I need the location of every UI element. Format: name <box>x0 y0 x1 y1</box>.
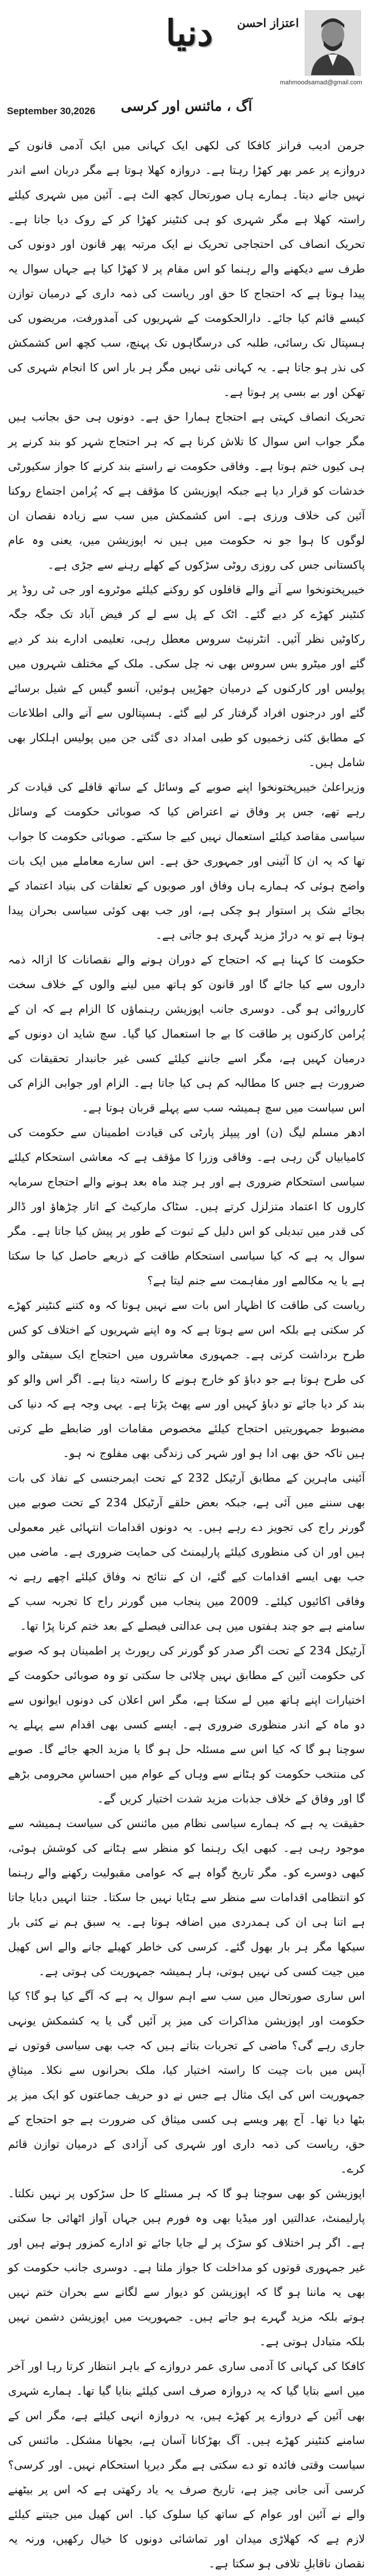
article-paragraph: حکومت کا کہنا ہے کہ احتجاج کے دوران ہونے والے نقصانات کا ازالہ ذمہ داروں سے کیا جائے گا اور قانون کو ہاتھ میں لینے والوں کے خلاف سخت کارروائی ہو گی۔ دوسری جانب اپوزیشن رہنماؤں کا الزام ہے کہ ان کے پُرامن کارکنوں پر طاقت کا بے جا استعمال کیا گیا۔ سچ شاید ان دونوں کے درمیان کہیں ہے، مگر اسے جاننے کیلئے کسی غیر جانبدار تحقیقات کی ضرورت ہے جس کا مطالبہ کم ہی کیا جاتا ہے۔ الزام اور جوابی الزام کی اس سیاست میں سچ ہمیشہ سب سے پہلے قربان ہوتا ہے۔ <box>8 953 365 1114</box>
author-email: mahmoodsamad@gmail.com <box>279 79 362 86</box>
article-paragraph: تحریک انصاف کہتی ہے احتجاج ہمارا حق ہے۔ دونوں ہی حق بجانب ہیں مگر جواب اس سوال کا تلاش کرنا ہے کہ ہر احتجاج شہر کو بند کرنے پر ہی کیوں ختم ہوتا ہے۔ وفاقی حکومت نے راستے بند کرنے کا جواز سکیورٹی خدشات کو قرار دیا ہے جبکہ اپوزیشن کا مؤقف ہے کہ پُرامن اجتماع روکنا آئین کی خلاف ورزی ہے۔ اس کشمکش میں سب سے زیادہ نقصان ان لوگوں کا ہوا جو نہ حکومت میں ہیں نہ اپوزیشن میں، یعنی وہ عام پاکستانی جس کی روزی روٹی سڑکوں کے کھلے رہنے سے جڑی ہے۔ <box>8 410 365 572</box>
article-paragraph: آرٹیکل 234 کے تحت اگر صدر کو گورنر کی رپورٹ پر اطمینان ہو کہ صوبے کی حکومت آئین کے مطابق نہیں چلائی جا سکتی تو وہ صوبائی حکومت کے اختیارات اپنے ہاتھ میں لے سکتا ہے، مگر اس اعلان کی دونوں ایوانوں سے دو ماہ کے اندر منظوری ضروری ہے۔ ایسے کسی بھی اقدام سے پہلے یہ سوچنا ہو گا کہ کیا اس سے مسئلہ حل ہو گا یا مزید الجھ جائے گا۔ صوبے کی منتخب حکومت کو ہٹانے سے وہاں کے عوام میں احساسِ محرومی بڑھے گا اور وفاق کے خلاف جذبات مزید شدت اختیار کریں گے۔ <box>8 1644 365 1805</box>
author-block <box>227 10 364 96</box>
author-photo <box>305 10 361 76</box>
article-body <box>8 133 366 2570</box>
article-paragraph: ریاست کی طاقت کا اظہار اس بات سے نہیں ہوتا کہ وہ کتنے کنٹینر کھڑے کر سکتی ہے بلکہ اس سے ہوتا ہے کہ وہ اپنے شہریوں کے اختلاف کو کس طرح برداشت کرتی ہے۔ جمہوری معاشروں میں احتجاج ایک سیفٹی والو کی طرح ہوتا ہے جو دباؤ کو خارج ہونے کا راستہ دیتا ہے۔ اگر اس والو کو بند کر دیا جائے تو دباؤ کہیں اور سے پھٹ پڑتا ہے۔ یہی وجہ ہے کہ دنیا کی مضبوط جمہوریتیں احتجاج کیلئے مخصوص مقامات اور ضابطے طے کرتی ہیں تاکہ حق بھی ادا ہو اور شہر کی زندگی بھی مفلوج نہ ہو۔ <box>8 1299 365 1460</box>
newspaper-logo <box>146 5 232 62</box>
author-name: اعتزاز احسن <box>237 16 299 30</box>
article-paragraph: ادھر مسلم لیگ (ن) اور پیپلز پارٹی کی قیادت اطمینان سے حکومت کی کامیابیاں گن رہی ہے۔ وفاقی وزرا کا مؤقف ہے کہ معاشی استحکام کیلئے سیاسی استحکام ضروری ہے اور ہر چند ماہ بعد ہونے والے احتجاج سرمایہ کاروں کا اعتماد متزلزل کرتے ہیں۔ سٹاک مارکیٹ کے اتار چڑھاؤ اور ڈالر کی قدر میں تبدیلی کو اس دلیل کے ثبوت کے طور پر پیش کیا جاتا ہے۔ مگر سوال یہ ہے کہ کیا سیاسی استحکام طاقت کے ذریعے حاصل کیا جا سکتا ہے یا یہ مکالمے اور مفاہمت سے جنم لیتا ہے؟ <box>8 1126 365 1287</box>
column-header <box>0 0 373 138</box>
article-paragraph: حقیقت یہ ہے کہ ہمارے سیاسی نظام میں مائنس کی سیاست ہمیشہ سے موجود رہی ہے۔ کبھی ایک رہنما کو منظر سے ہٹانے کی کوشش ہوئی، کبھی دوسرے کو۔ مگر تاریخ گواہ ہے کہ عوامی مقبولیت رکھنے والے رہنما کو انتظامی اقدامات سے منظر سے ہٹایا نہیں جا سکتا۔ جتنا انہیں دبایا جاتا ہے اتنا ہی ان کی ہمدردی میں اضافہ ہوتا ہے۔ یہ سبق ہم نے کئی بار سیکھا مگر ہر بار بھول گئے۔ کرسی کی خاطر کھیلے جانے والے اس کھیل میں جیت کسی کی نہیں ہوتی، ہار ہمیشہ جمہوریت کی ہوتی ہے۔ <box>8 1817 365 1978</box>
article-paragraph: وزیراعلیٰ خیبرپختونخوا اپنے صوبے کے وسائل کے ساتھ قافلے کی قیادت کر رہے تھے، جس پر وفاق نے اعتراض کیا کہ صوبائی حکومت کے وسائل سیاسی مقاصد کیلئے استعمال نہیں کیے جا سکتے۔ صوبائی حکومت کا جواب تھا کہ یہ ان کا آئینی اور جمہوری حق ہے۔ اس سارے معاملے میں ایک بات واضح ہوئی کہ ہمارے ہاں وفاق اور صوبوں کے تعلقات کی بنیاد اعتماد کے بجائے شک پر استوار ہو چکی ہے، اور جب بھی کوئی سیاسی بحران پیدا ہوتا ہے تو یہ دراڑ مزید گہری ہو جاتی ہے۔ <box>8 780 365 942</box>
article-paragraph: اس ساری صورتحال میں سب سے اہم سوال یہ ہے کہ آگے کیا ہو گا؟ کیا حکومت اور اپوزیشن مذاکرات کی میز پر آئیں گی یا یہ کشمکش یونہی جاری رہے گی؟ ماضی کے تجربات بتاتے ہیں کہ جب بھی سیاسی قوتوں نے آپس میں بات چیت کا راستہ اختیار کیا، ملک بحرانوں سے نکلا۔ میثاقِ جمہوریت اس کی ایک مثال ہے جس نے دو حریف جماعتوں کو ایک میز پر بٹھا دیا تھا۔ آج پھر ویسے ہی کسی میثاق کی ضرورت ہے جو احتجاج کے حق، ریاست کی ذمہ داری اور شہری کی آزادی کے درمیان توازن قائم کرے۔ <box>8 1990 365 2175</box>
article-paragraph: جرمن ادیب فرانز کافکا کی لکھی ایک کہانی میں ایک آدمی قانون کے دروازے پر عمر بھر کھڑا رہتا ہے۔ دروازہ کھلا ہوتا ہے مگر دربان اسے اندر نہیں جانے دیتا۔ ہمارے ہاں صورتحال کچھ الٹ ہے۔ آئین میں شہری کیلئے راستہ کھلا ہے مگر شہری کو ہی کنٹینر کھڑا کر کے روک دیا جاتا ہے۔ تحریک انصاف کی احتجاجی تحریک نے ایک مرتبہ پھر قانون اور دونوں کی طرف سے دیکھنے والے رہنما کو اس مقام پر لا کھڑا کیا ہے جہاں سوال یہ پیدا ہوتا ہے کہ احتجاج کا حق اور ریاست کی ذمہ داری کے درمیان توازن کیسے قائم کیا جائے۔ دارالحکومت کے شہریوں کی آمدورفت، مریضوں کی ہسپتال تک رسائی، طلبہ کی درسگاہوں تک پہنچ، سب کچھ اس کشمکش کی نذر ہو جاتا ہے۔ یہ کہانی نئی نہیں مگر ہر بار اس کا انجام شہری کی تھکن اور بے بسی پر ہوتا ہے۔ <box>8 139 365 399</box>
author-portrait-icon <box>305 11 360 75</box>
column-title: آگ ، مائنس اور کرسی <box>121 98 252 114</box>
logo-text: دنیا <box>165 12 213 54</box>
publish-date: September 30,2026 <box>7 106 96 116</box>
article-paragraph: کافکا کی کہانی کا آدمی ساری عمر دروازے کے باہر انتظار کرتا رہا اور آخر میں اسے بتایا گیا کہ یہ دروازہ صرف اسی کیلئے بنایا گیا تھا۔ ہمارے شہری بھی آئین کے دروازے پر کھڑے ہیں، یہ دروازہ انہی کیلئے ہے، مگر اس کے سامنے کنٹینر کھڑے ہیں۔ آگ بھڑکانا آسان ہے، بجھانا مشکل۔ مائنس کی سیاست وقتی فائدہ تو دے سکتی ہے مگر دیرپا استحکام نہیں۔ اور کرسی؟ کرسی آنی جانی چیز ہے، تاریخ صرف یہ یاد رکھتی ہے کہ اس پر بیٹھنے والے نے آئین اور عوام کے ساتھ کیا سلوک کیا۔ اس کھیل میں جیتنے کیلئے لازم ہے کہ کھلاڑی میدان اور تماشائی دونوں کا خیال رکھیں، ورنہ یہ نقصان ناقابلِ تلافی ہو سکتا ہے۔ <box>8 2360 365 2570</box>
article-paragraph: آئینی ماہرین کے مطابق آرٹیکل 232 کے تحت ایمرجنسی کے نفاذ کی بات بھی سننے میں آئی ہے، جبکہ بعض حلقے آرٹیکل 234 کے تحت صوبے میں گورنر راج کی تجویز دے رہے ہیں۔ یہ دونوں اقدامات انتہائی غیر معمولی ہیں اور ان کی منظوری کیلئے پارلیمنٹ کی حمایت ضروری ہے۔ ماضی میں جب بھی ایسے اقدامات کیے گئے، ان کے نتائج نہ وفاق کیلئے اچھے رہے نہ وفاقی اکائیوں کیلئے۔ 2009 میں پنجاب میں گورنر راج کا تجربہ سب کے سامنے ہے جو چند ہفتوں میں ہی عدالتی فیصلے کے بعد ختم کرنا پڑا تھا۔ <box>8 1471 366 1633</box>
article-paragraph: خیبرپختونخوا سے آنے والے قافلوں کو روکنے کیلئے موٹروے اور جی ٹی روڈ پر کنٹینر کھڑے کر دیے گئے۔ اٹک کے پل سے لے کر فیض آباد تک جگہ جگہ رکاوٹیں نظر آئیں۔ انٹرنیٹ سروس معطل رہی، تعلیمی ادارے بند کر دیے گئے اور میٹرو بس سروس بھی نہ چل سکی۔ ملک کے مختلف شہروں میں پولیس اور کارکنوں کے درمیان جھڑپیں ہوئیں، آنسو گیس کے شیل برسائے گئے اور درجنوں افراد گرفتار کر لیے گئے۔ ہسپتالوں سے آنے والی اطلاعات کے مطابق کئی زخمیوں کو طبی امداد دی گئی جن میں پولیس اہلکار بھی شامل ہیں۔ <box>8 583 365 769</box>
article-paragraph: اپوزیشن کو بھی سوچنا ہو گا کہ ہر مسئلے کا حل سڑکوں پر نہیں نکلتا۔ پارلیمنٹ، عدالتیں اور میڈیا بھی وہ فورم ہیں جہاں آواز اٹھائی جا سکتی ہے۔ اگر ہر اختلاف کو سڑک پر لے جایا جائے تو ادارے کمزور ہوتے ہیں اور غیر جمہوری قوتوں کو مداخلت کا جواز ملتا ہے۔ دوسری جانب حکومت کو بھی یہ ماننا ہو گا کہ اپوزیشن کو دیوار سے لگانے سے بحران ختم نہیں ہوتے بلکہ مزید گہرے ہو جاتے ہیں۔ جمہوریت میں اپوزیشن دشمن نہیں بلکہ متبادل ہوتی ہے۔ <box>8 2187 365 2348</box>
